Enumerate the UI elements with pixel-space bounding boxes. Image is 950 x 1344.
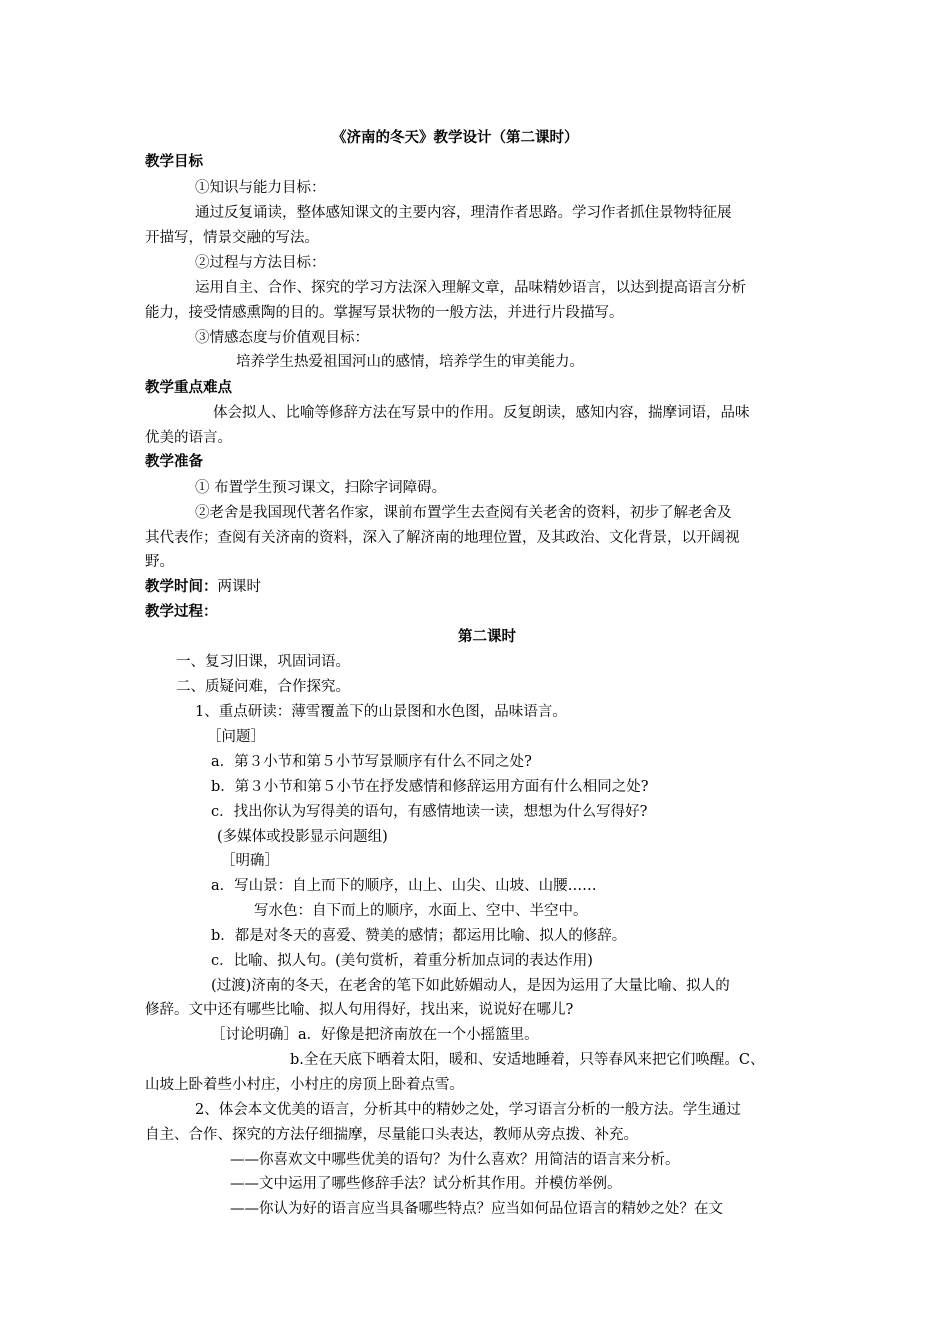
step-1: 一、复习旧课，巩固词语。 bbox=[176, 654, 350, 670]
process-heading: 教学过程： bbox=[145, 604, 218, 620]
transition-line-2: 修辞。文中还有哪些比喻、拟人句用得好，找出来，说说好在哪儿? bbox=[145, 1002, 574, 1018]
answer-label: ［明确］ bbox=[221, 853, 279, 869]
goal-2-label: ②过程与方法目标： bbox=[195, 255, 326, 271]
discussion-line-2: b.全在天底下晒着太阳，暖和、安适地睡着，只等春风来把它们唤醒。C、 bbox=[290, 1052, 765, 1068]
step-2-1: 1、重点研读：薄雪覆盖下的山景图和水色图，品味语言。 bbox=[195, 704, 567, 720]
answer-a-line-2: 写水色：自下而上的顺序，水面上、空中、半空中。 bbox=[254, 903, 588, 919]
goal-3-label: ③情感态度与价值观目标： bbox=[195, 330, 369, 346]
prep-item-1: ① 布置学生预习课文，扫除字词障碍。 bbox=[195, 480, 447, 496]
prep-heading: 教学准备 bbox=[145, 454, 203, 470]
question-c: c．找出你认为写得美的语句，有感情地读一读，想想为什么写得好? bbox=[211, 804, 648, 820]
prep-item-2-line-3: 野。 bbox=[145, 554, 174, 570]
document-title: 《济南的冬天》教学设计（第二课时） bbox=[332, 130, 579, 146]
key-points-line-2: 优美的语言。 bbox=[145, 430, 232, 446]
goal-1-text-line-2: 开描写，情景交融的写法。 bbox=[145, 230, 319, 246]
step-2: 二、质疑问难，合作探究。 bbox=[176, 679, 350, 695]
question-label: ［问题］ bbox=[207, 729, 265, 745]
teaching-time-value: 两课时 bbox=[217, 579, 261, 595]
goal-1-text-line-1: 通过反复诵读，整体感知课文的主要内容，理清作者思路。学习作者抓住景物特征展 bbox=[195, 205, 732, 221]
prompt-3: ——你认为好的语言应当具备哪些特点？应当如何品位语言的精妙之处？在文 bbox=[230, 1201, 723, 1217]
answer-b: b．都是对冬天的喜爱、赞美的感情；都运用比喻、拟人的修辞。 bbox=[211, 928, 627, 944]
answer-c: c．比喻、拟人句。(美句赏析，着重分析加点词的表达作用) bbox=[211, 953, 593, 969]
goal-3-text: 培养学生热爱祖国河山的感情，培养学生的审美能力。 bbox=[236, 354, 584, 370]
goal-2-text-line-1: 运用自主、合作、探究的学习方法深入理解文章，品味精妙语言，以达到提高语言分析 bbox=[195, 280, 746, 296]
key-points-line-1: 体会拟人、比喻等修辞方法在写景中的作用。反复朗读，感知内容，揣摩词语，品味 bbox=[213, 405, 750, 421]
goals-heading: 教学目标 bbox=[145, 154, 203, 170]
prep-item-2-line-1: ②老舍是我国现代著名作家，课前布置学生去查阅有关老舍的资料，初步了解老舍及 bbox=[195, 505, 732, 521]
key-points-heading: 教学重点难点 bbox=[145, 380, 232, 396]
discussion-line-3: 山坡上卧着些小村庄，小村庄的房顶上卧着点雪。 bbox=[145, 1077, 464, 1093]
prompt-2: ——文中运用了哪些修辞手法？试分析其作用。并模仿举例。 bbox=[230, 1176, 622, 1192]
step-2-2-line-2: 自主、合作、探究的方法仔细揣摩，尽量能口头表达，教师从旁点拨、补充。 bbox=[145, 1127, 638, 1143]
step-2-2-line-1: 2、体会本文优美的语言，分析其中的精妙之处，学习语言分析的一般方法。学生通过 bbox=[195, 1102, 741, 1118]
transition-line-1: (过渡)济南的冬天，在老舍的笔下如此娇媚动人，是因为运用了大量比喻、拟人的 bbox=[211, 978, 730, 994]
prep-item-2-line-2: 其代表作；查阅有关济南的资料，深入了解济南的地理位置，及其政治、文化背景，以开阔视 bbox=[145, 530, 740, 546]
lesson-heading: 第二课时 bbox=[458, 629, 516, 645]
prompt-1: ——你喜欢文中哪些优美的语句？为什么喜欢？用简洁的语言来分析。 bbox=[230, 1152, 680, 1168]
question-b: b．第３小节和第５小节在抒发感情和修辞运用方面有什么相同之处? bbox=[211, 779, 649, 795]
answer-a-line-1: a．写山景：自上而下的顺序，山上、山尖、山坡、山腰…… bbox=[211, 878, 597, 894]
question-note: (多媒体或投影显示问题组) bbox=[217, 829, 388, 845]
question-a: a．第３小节和第５小节写景顺序有什么不同之处? bbox=[211, 754, 532, 770]
discussion-line-1: ［讨论明确］a．好像是把济南放在一个小摇篮里。 bbox=[211, 1027, 539, 1043]
teaching-time-label: 教学时间： bbox=[145, 579, 218, 595]
goal-2-text-line-2: 能力，接受情感熏陶的目的。掌握写景状物的一般方法，并进行片段描写。 bbox=[145, 305, 624, 321]
teaching-time bbox=[145, 577, 261, 597]
goal-1-label: ①知识与能力目标： bbox=[195, 180, 326, 196]
